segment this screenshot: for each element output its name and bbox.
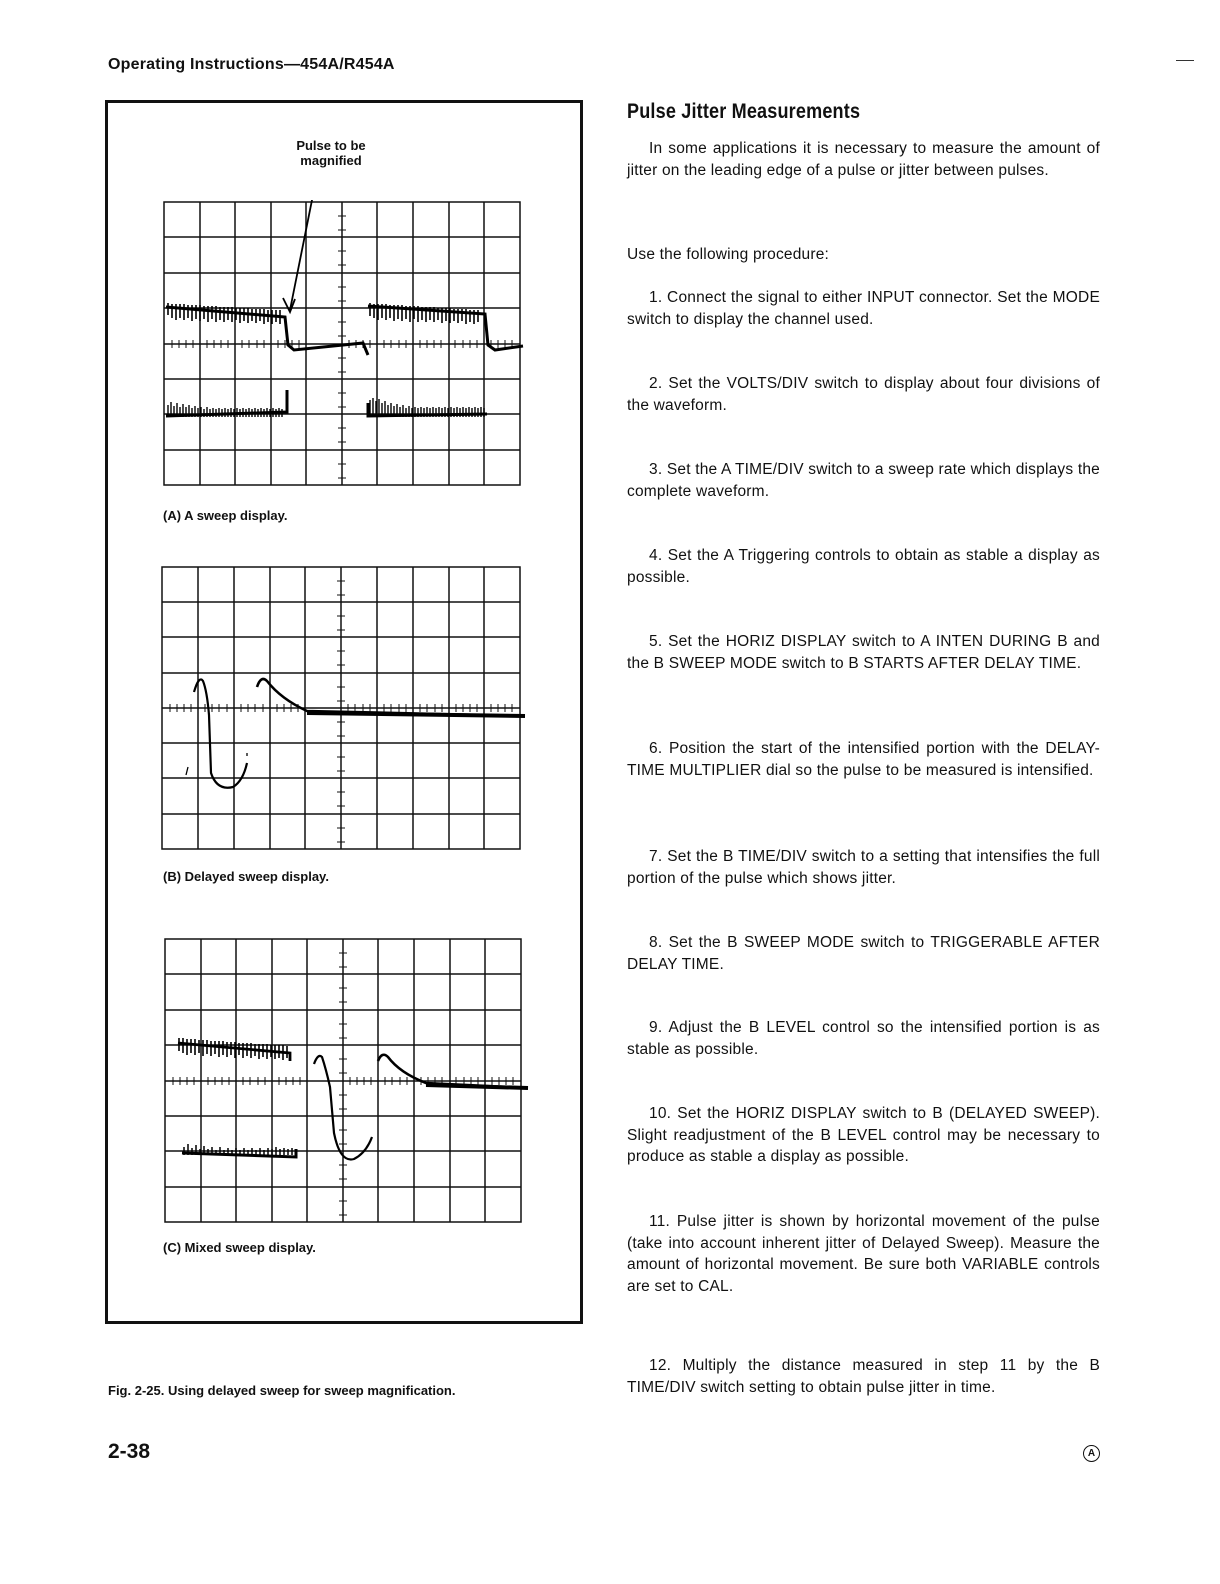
scope-display-b (161, 565, 527, 857)
graticule-axes-a (164, 202, 520, 485)
procedure-step: 9. Adjust the B LEVEL control so the intensified portion is as stable as possible. (627, 1019, 1100, 1058)
procedure-step: 12. Multiply the distance measured in step 11 by the B TIME/DIV switch setting to obtain pulse jitter in time. (627, 1357, 1100, 1396)
caption-mixed-sweep: (C) Mixed sweep display. (163, 1240, 316, 1255)
scope-display-a (163, 200, 529, 492)
waveform-a (166, 303, 523, 417)
intro-paragraph: In some applications it is necessary to measure the amount of jitter on the leading edge of a pulse or jitter between pulses. (627, 140, 1100, 179)
margin-mark (1176, 60, 1194, 61)
procedure-step: 10. Set the HORIZ DISPLAY switch to B (DELAYED SWEEP). Slight readjustment of the B LEVEL control may be necessary to produce as stable a display as possible. (627, 1105, 1100, 1165)
procedure-step: 5. Set the HORIZ DISPLAY switch to A INTEN DURING B and the B SWEEP MODE switch to B STARTS AFTER DELAY TIME. (627, 633, 1100, 672)
section-title: Pulse Jitter Measurements (627, 100, 861, 123)
waveform-c (178, 1038, 528, 1159)
figure-caption: Fig. 2-25. Using delayed sweep for sweep magnification. (108, 1383, 456, 1398)
procedure-step: 8. Set the B SWEEP MODE switch to TRIGGERABLE AFTER DELAY TIME. (627, 934, 1100, 973)
procedure-step: 7. Set the B TIME/DIV switch to a setting that intensifies the full portion of the pulse which shows jitter. (627, 848, 1100, 887)
procedure-step: 1. Connect the signal to either INPUT connector. Set the MODE switch to display the channel used. (627, 289, 1100, 328)
procedure-step: 3. Set the A TIME/DIV switch to a sweep rate which displays the complete waveform. (627, 461, 1100, 500)
caption-delayed-sweep: (B) Delayed sweep display. (163, 869, 329, 884)
pulse-label-line1: Pulse to be (296, 138, 366, 153)
procedure-step: 2. Set the VOLTS/DIV switch to display about four divisions of the waveform. (627, 375, 1100, 414)
running-header: Operating Instructions—454A/R454A (108, 56, 395, 73)
procedure-step: 6. Position the start of the intensified portion with the DELAY-TIME MULTIPLIER dial so the pulse to be measured is intensified. (627, 740, 1100, 779)
pulse-label (266, 138, 396, 168)
pulse-label-line2: magnified (300, 153, 362, 168)
pulse-pointer-arrow (283, 200, 318, 312)
page-number: 2-38 (108, 1440, 151, 1463)
graticule-axes-b (162, 567, 520, 849)
procedure-step: 4. Set the A Triggering controls to obtain as stable a display as possible. (627, 547, 1100, 586)
graticule-axes-c (165, 939, 521, 1222)
procedure-lead: Use the following procedure: (627, 246, 830, 263)
scope-display-c (164, 937, 530, 1229)
caption-a-sweep: (A) A sweep display. (163, 508, 288, 523)
revision-mark: A (1083, 1445, 1100, 1462)
waveform-b (186, 679, 525, 788)
procedure-step: 11. Pulse jitter is shown by horizontal movement of the pulse (take into account inherent jitter of Delayed Sweep). Measure the amount of horizontal movement. Be sure both VARIABLE controls are set to CAL. (627, 1213, 1100, 1295)
